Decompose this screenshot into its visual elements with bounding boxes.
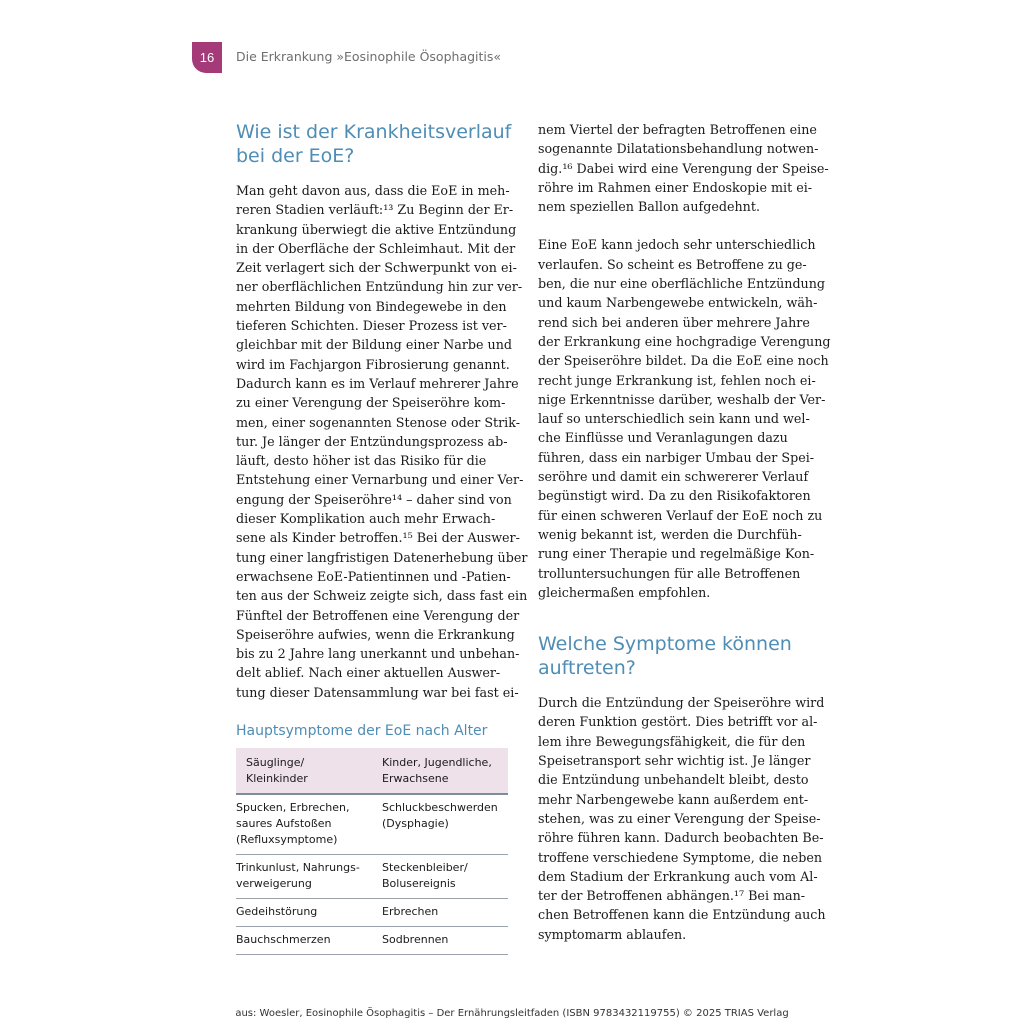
text-line: tung dieser Datensammlung war bei fast ei- xyxy=(236,684,519,700)
text-line: lem ihre Bewegungsfähigkeit, die für den xyxy=(538,733,806,749)
table-row xyxy=(236,927,508,955)
text-line: mehr Narbengewebe kann außerdem ent- xyxy=(538,791,809,807)
text-line: röhre im Rahmen einer Endoskopie mit ei- xyxy=(538,179,813,195)
text-line: Entstehung einer Vernarbung und einer Ver- xyxy=(236,472,524,488)
text-line: läuft, desto höher ist das Risiko für die xyxy=(236,453,487,469)
text-line: symptomarm ablaufen. xyxy=(538,926,687,942)
text-line: troffene verschiedene Symptome, die neben xyxy=(538,849,823,865)
text-line: ben, die nur eine oberflächliche Entzündung xyxy=(538,276,826,292)
page-number-badge xyxy=(192,42,222,73)
table-cell-infants: Gedeihstörung xyxy=(236,899,376,927)
text-line: stehen, was zu einer Verengung der Speise- xyxy=(538,810,821,826)
text-line: dem Stadium der Erkrankung auch vom Al- xyxy=(538,868,818,884)
footer-citation: aus: Woesler, Eosinophile Ösophagitis – Der Ernährungsleitfaden (ISBN 9783432119755) © 2025 TRIAS Verlag xyxy=(235,1008,789,1019)
text-line: in der Oberfläche der Schleimhaut. Mit der xyxy=(236,240,516,256)
table-cell-infants: Bauchschmerzen xyxy=(236,927,376,955)
text-line: rend sich bei anderen über mehrere Jahre xyxy=(538,314,810,330)
text-line: und kaum Narbengewebe entwickeln, wäh- xyxy=(538,295,818,311)
table-cell-infants: Spucken, Erbrechen, saures Aufstoßen (Refluxsymptome) xyxy=(236,794,376,855)
text-line: ten aus der Schweiz zeigte sich, dass fast ein xyxy=(236,588,528,604)
symptom-table xyxy=(236,748,508,955)
text-line: röhre führen kann. Dadurch beobachten Be- xyxy=(538,830,824,846)
text-line: men, einer sogenannten Stenose oder Strik- xyxy=(236,414,520,430)
text-line: nige Erkenntnisse darüber, weshalb der Ver- xyxy=(538,391,826,407)
text-line: Speisetransport sehr wichtig ist. Je länger xyxy=(538,753,811,769)
text-line: führen, dass ein narbiger Umbau der Spei- xyxy=(538,449,815,465)
table-cell-children-adults: Erbrechen xyxy=(376,899,508,927)
paragraph-krankheitsverlauf xyxy=(236,181,528,702)
text-line: lauf so unterschiedlich sein kann und wel- xyxy=(538,411,810,427)
text-line: mehrten Bildung von Bindegewebe in den xyxy=(236,298,507,314)
text-line: reren Stadien verläuft:¹³ Zu Beginn der Er- xyxy=(236,202,514,218)
text-line: trolluntersuchungen für alle Betroffenen xyxy=(538,565,801,581)
table-row xyxy=(236,855,508,899)
text-line: Zeit verlagert sich der Schwerpunkt von ei- xyxy=(236,260,517,276)
table-cell-infants: Trinkunlust, Nahrungs- verweigerung xyxy=(236,855,376,899)
text-line: wenig bekannt ist, werden die Durchfüh- xyxy=(538,526,802,542)
table-cell-children-adults: Schluckbeschwerden (Dysphagie) xyxy=(376,794,508,855)
text-line: bis zu 2 Jahre lang unerkannt und unbehan- xyxy=(236,646,520,662)
text-line: deren Funktion gestört. Dies betrifft vor al- xyxy=(538,714,818,730)
text-line: Durch die Entzündung der Speiseröhre wird xyxy=(538,695,825,711)
paragraph-verlauf xyxy=(538,235,831,602)
text-line: verlaufen. So scheint es Betroffene zu ge- xyxy=(538,256,807,272)
table-title: Hauptsymptome der EoE nach Alter xyxy=(236,723,488,740)
running-title: Die Erkrankung »Eosinophile Ösophagitis« xyxy=(236,49,502,64)
text-line: Dadurch kann es im Verlauf mehrerer Jahre xyxy=(236,375,519,391)
heading-line: auftreten? xyxy=(538,657,636,680)
section-heading-krankheitsverlauf xyxy=(236,120,512,168)
text-line: die Entzündung unbehandelt bleibt, desto xyxy=(538,772,809,788)
table-header-children-adults: Kinder, Jugendliche, Erwachsene xyxy=(376,748,508,794)
left-column xyxy=(236,120,528,955)
text-line: tur. Je länger der Entzündungsprozess ab- xyxy=(236,433,508,449)
text-line: tung einer langfristigen Datenerhebung über xyxy=(236,549,528,565)
text-line: zu einer Verengung der Speiseröhre kom- xyxy=(236,395,506,411)
text-line: Fünftel der Betroffenen eine Verengung der xyxy=(236,607,520,623)
text-line: gleichbar mit der Bildung einer Narbe und xyxy=(236,337,513,353)
table-row xyxy=(236,794,508,855)
table-header-row xyxy=(236,748,508,794)
page-number: 16 xyxy=(199,50,215,65)
right-column xyxy=(538,120,831,944)
text-line: Speiseröhre aufwies, wenn die Erkrankung xyxy=(236,626,515,642)
table-cell-children-adults: Steckenbleiber/ Bolusereignis xyxy=(376,855,508,899)
text-line: gleichermaßen empfohlen. xyxy=(538,584,711,600)
table-header-infants: Säuglinge/ Kleinkinder xyxy=(236,748,376,794)
text-line: chen Betroffenen kann die Entzündung auch xyxy=(538,907,826,923)
text-line: rung einer Therapie und regelmäßige Kon- xyxy=(538,546,815,562)
text-line: sene als Kinder betroffen.¹⁵ Bei der Auswer- xyxy=(236,530,520,546)
text-line: delt ablief. Nach einer aktuellen Auswer- xyxy=(236,665,501,681)
paragraph-symptome xyxy=(538,693,826,944)
paragraph-dilatation xyxy=(538,120,829,216)
text-line: dieser Komplikation auch mehr Erwach- xyxy=(236,511,496,527)
text-line: tieferen Schichten. Dieser Prozess ist ver- xyxy=(236,318,507,334)
text-line: dig.¹⁶ Dabei wird eine Verengung der Speise- xyxy=(538,160,829,176)
text-line: engung der Speiseröhre¹⁴ – daher sind von xyxy=(236,491,512,507)
text-line: begünstigt wird. Da zu den Risikofaktoren xyxy=(538,488,811,504)
text-line: wird im Fachjargon Fibrosierung genannt. xyxy=(236,356,510,372)
text-line: Eine EoE kann jedoch sehr unterschiedlich xyxy=(538,237,816,253)
heading-line: bei der EoE? xyxy=(236,145,355,167)
text-line: recht junge Erkrankung ist, fehlen noch ei- xyxy=(538,372,816,388)
table-row xyxy=(236,899,508,927)
text-line: der Erkrankung eine hochgradige Verengung xyxy=(538,333,831,349)
text-line: Man geht davon aus, dass die EoE in meh- xyxy=(236,183,510,198)
text-line: che Einflüsse und Veranlagungen dazu xyxy=(538,430,788,446)
text-line: erwachsene EoE-Patientinnen und -Patien- xyxy=(236,568,511,584)
text-line: nem speziellen Ballon aufgedehnt. xyxy=(538,199,760,215)
heading-line: Welche Symptome können xyxy=(538,633,792,656)
text-line: ter der Betroffenen abhängen.¹⁷ Bei man- xyxy=(538,888,806,904)
heading-line: Wie ist der Krankheitsverlauf xyxy=(236,121,512,143)
text-line: der Speiseröhre bildet. Da die EoE eine noch xyxy=(538,353,829,369)
text-line: nem Viertel der befragten Betroffenen eine xyxy=(538,122,817,137)
text-line: für einen schweren Verlauf der EoE noch zu xyxy=(538,507,823,523)
table-cell-children-adults: Sodbrennen xyxy=(376,927,508,955)
text-line: seröhre und damit ein schwererer Verlauf xyxy=(538,469,809,485)
text-line: ner oberflächlichen Entzündung hin zur ver- xyxy=(236,279,523,295)
text-line: krankung überwiegt die aktive Entzündung xyxy=(236,221,517,237)
text-line: sogenannte Dilatationsbehandlung notwen- xyxy=(538,141,819,157)
symptom-table-block xyxy=(236,722,508,955)
section-heading-symptome xyxy=(538,632,810,680)
